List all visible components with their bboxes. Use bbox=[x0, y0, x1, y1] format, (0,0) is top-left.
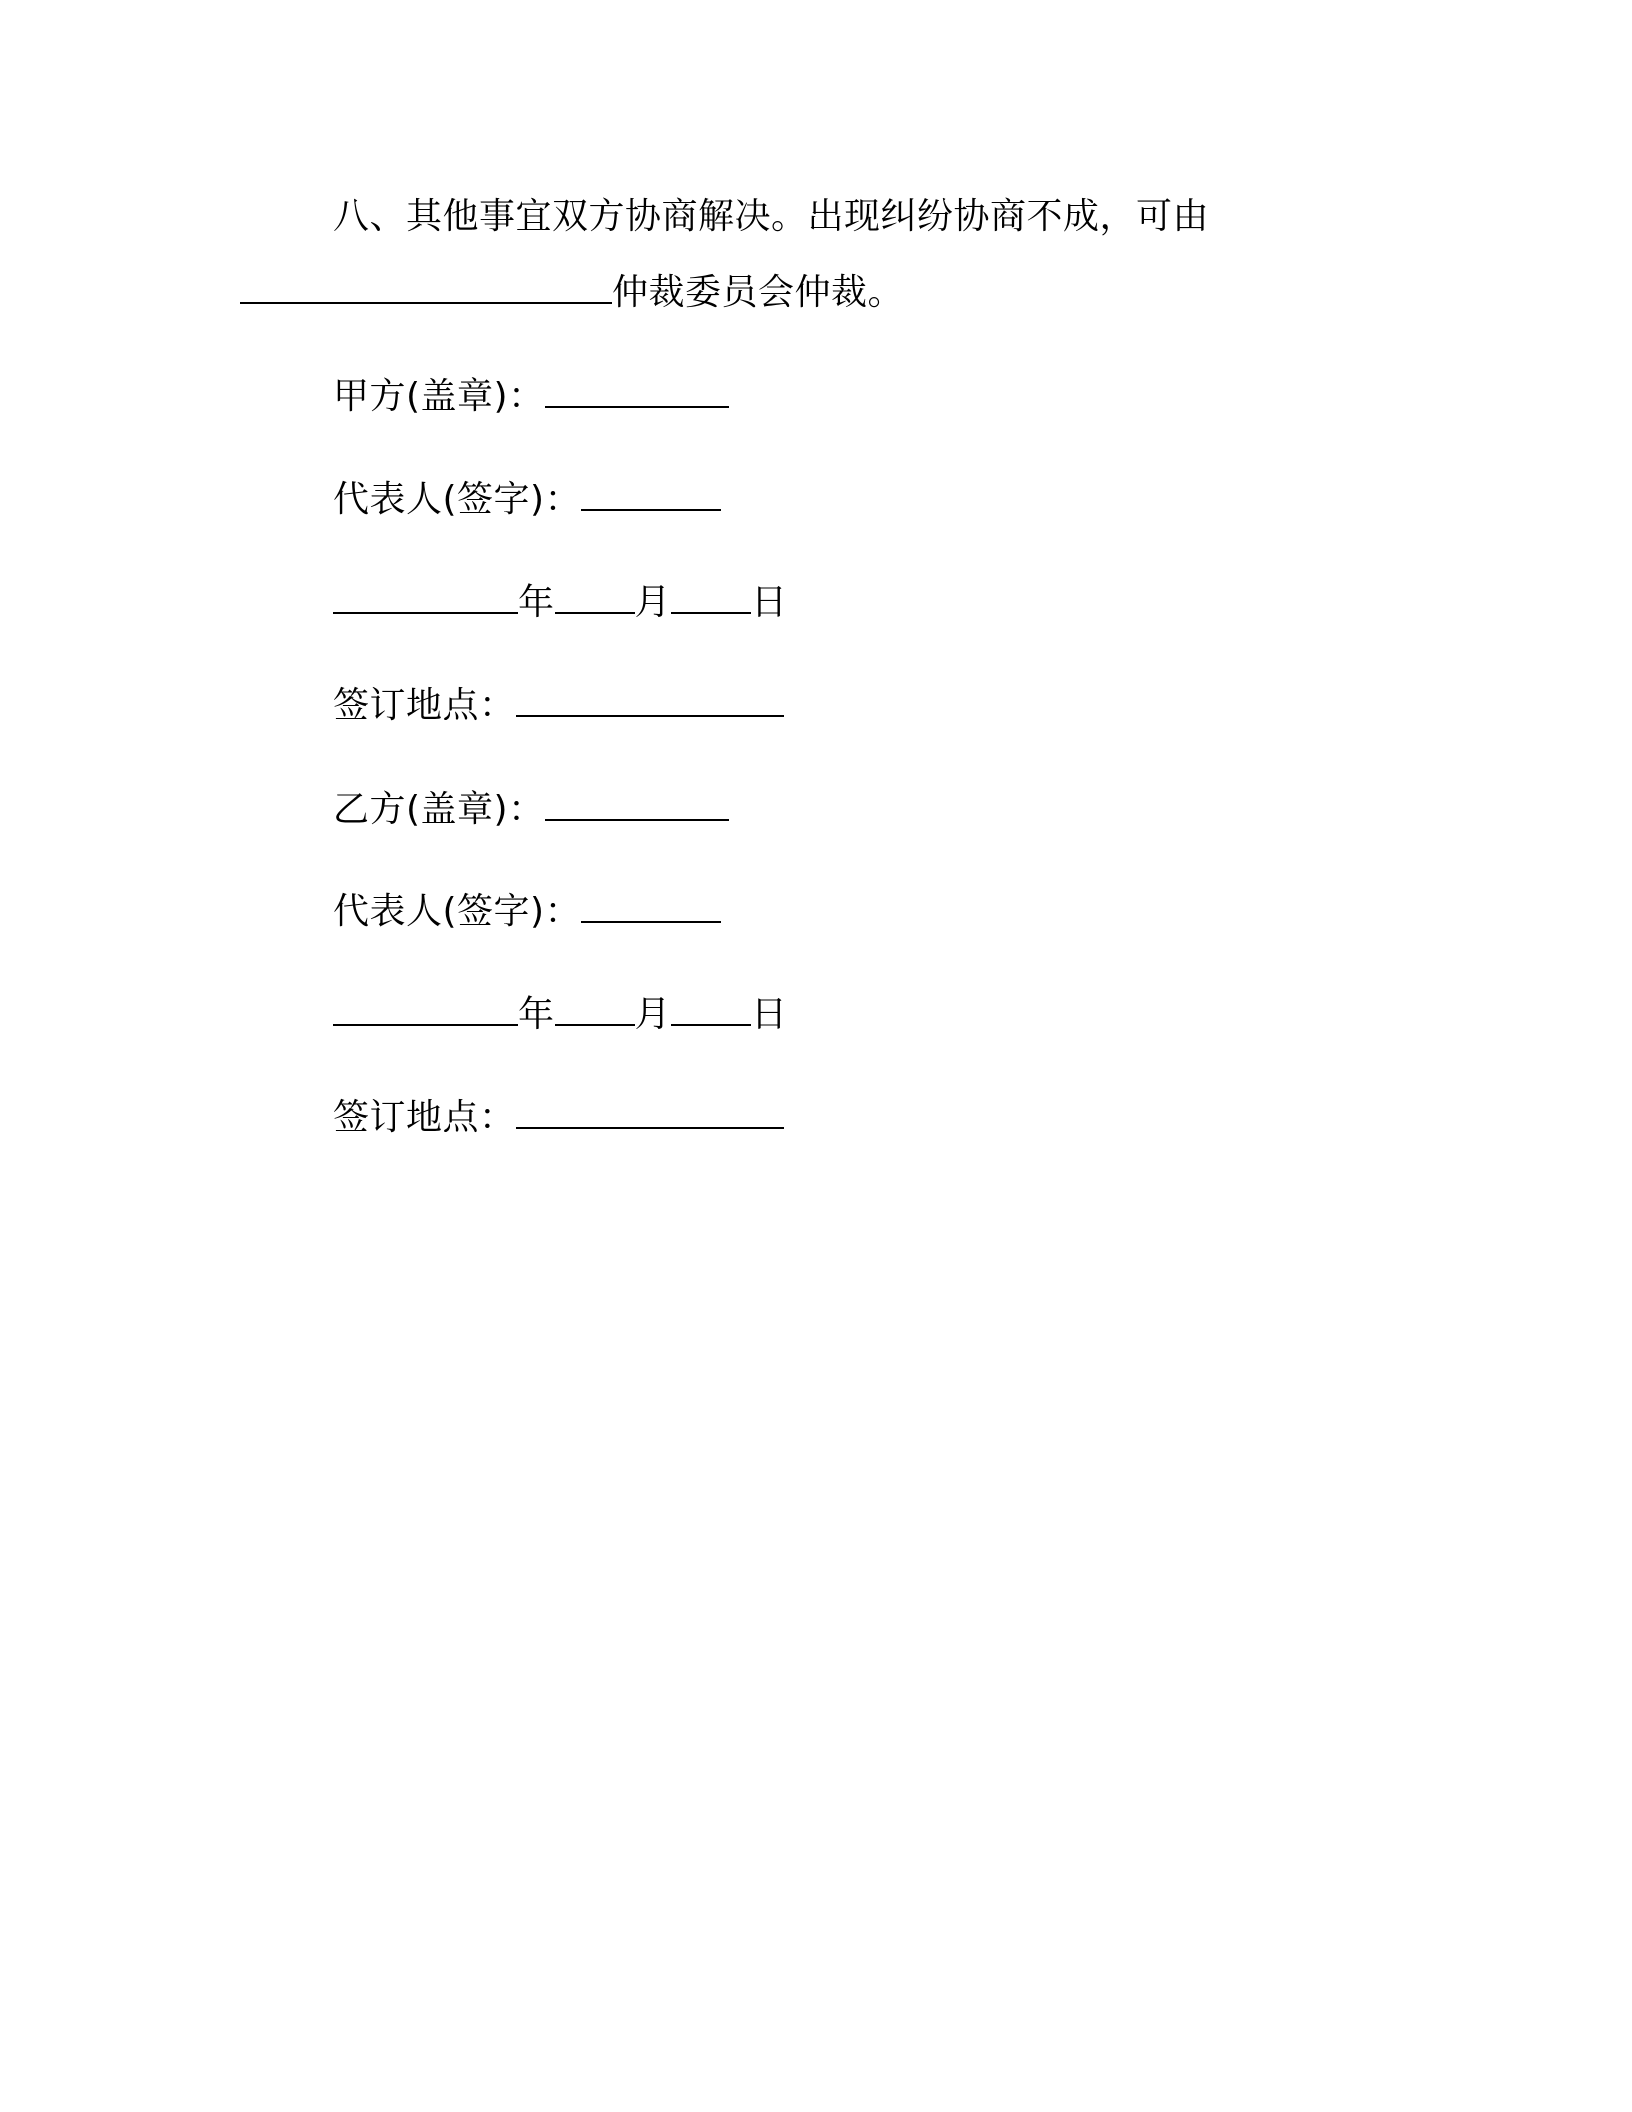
party-a-rep-blank[interactable] bbox=[581, 479, 721, 511]
party-a-seal-blank[interactable] bbox=[545, 376, 729, 408]
party-b-rep-blank[interactable] bbox=[581, 891, 721, 923]
party-a-seal-line bbox=[333, 373, 729, 421]
party-a-place-line bbox=[333, 682, 784, 730]
arbitration-commission-blank[interactable] bbox=[240, 272, 612, 304]
party-b-year-blank[interactable] bbox=[333, 994, 518, 1026]
party-b-place-line bbox=[333, 1094, 784, 1142]
article-eight-line-1 bbox=[333, 193, 1209, 241]
party-a-day-label: 日 bbox=[751, 582, 788, 623]
arbitration-text: 仲裁委员会仲裁。 bbox=[612, 272, 905, 313]
party-b-month-label: 月 bbox=[634, 994, 672, 1035]
party-a-year-label: 年 bbox=[518, 582, 555, 623]
party-a-place-label: 签订地点： bbox=[333, 685, 516, 726]
party-a-day-blank[interactable] bbox=[671, 582, 751, 614]
party-b-date-line bbox=[333, 991, 788, 1039]
party-a-place-blank[interactable] bbox=[516, 685, 784, 717]
party-b-month-blank[interactable] bbox=[555, 994, 635, 1026]
party-a-year-blank[interactable] bbox=[333, 582, 518, 614]
party-b-rep-line bbox=[333, 888, 721, 936]
party-b-year-label: 年 bbox=[518, 994, 555, 1035]
party-a-rep-label: 代表人(签字)： bbox=[333, 479, 582, 520]
party-a-date-line bbox=[333, 579, 788, 627]
party-b-day-label: 日 bbox=[751, 994, 788, 1035]
article-eight-text: 八、其他事宜双方协商解决。出现纠纷协商不成，可由 bbox=[333, 196, 1210, 237]
party-a-month-label: 月 bbox=[634, 582, 672, 623]
party-b-seal-line bbox=[333, 786, 729, 834]
article-eight-line-2 bbox=[240, 269, 904, 317]
party-a-seal-label: 甲方(盖章)： bbox=[333, 376, 545, 417]
party-b-rep-label: 代表人(签字)： bbox=[333, 891, 582, 932]
party-a-rep-line bbox=[333, 476, 721, 524]
party-b-day-blank[interactable] bbox=[671, 994, 751, 1026]
party-a-month-blank[interactable] bbox=[555, 582, 635, 614]
party-b-place-label: 签订地点： bbox=[333, 1097, 516, 1138]
party-b-seal-blank[interactable] bbox=[545, 789, 729, 821]
party-b-seal-label: 乙方(盖章)： bbox=[333, 789, 545, 830]
party-b-place-blank[interactable] bbox=[516, 1097, 784, 1129]
